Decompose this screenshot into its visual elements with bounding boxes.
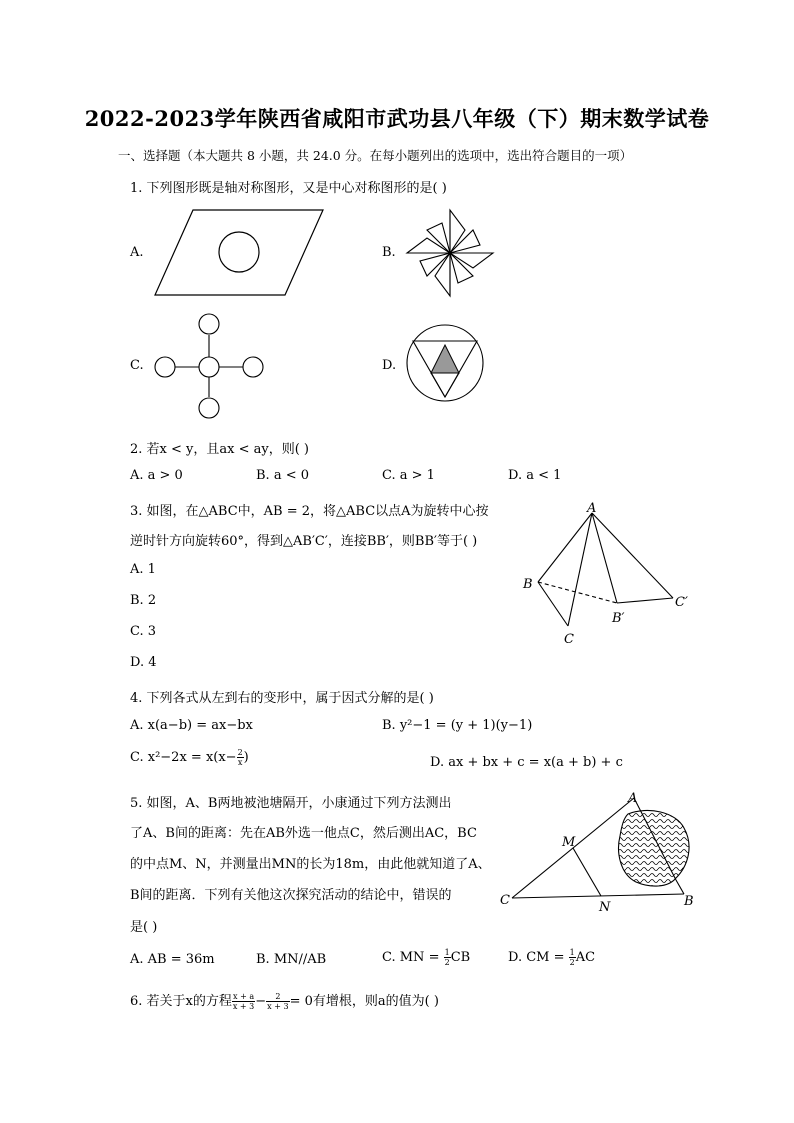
fig5-label-c: C [500,893,510,908]
q5-line1: 5. 如图，A、B两地被池塘隔开，小康通过下列方法测出 [130,796,452,811]
q4-frac-num: 2 [237,748,243,757]
q6-fraction-2 [266,992,289,1011]
q6-stem-post: = 0有增根，则a的值为( ) [289,994,439,1009]
q1-label-d: D. [382,358,397,373]
q6-stem [130,990,439,1011]
rotation-triangle-figure [520,498,700,648]
q6-minus: − [255,994,267,1009]
q5-option-c [382,948,470,967]
fig3-label-c: C [564,632,574,647]
q5-option-d [508,948,595,967]
q5-line4: B间的距离．下列有关他这次探究活动的结论中，错误的 [130,888,452,903]
q4-option-b: B. y²−1 = (y + 1)(y−1) [382,718,533,733]
q3-option-a: A. 1 [130,562,156,577]
q5-option-d-tail: AC [575,950,596,965]
q5-line5: 是( ) [130,920,158,935]
q1-label-c: C. [130,358,144,373]
circle-triangles-figure [405,323,485,403]
fig5-label-b: B [684,894,694,909]
parallelogram-circle-figure [155,208,325,298]
q5-option-a: A. AB = 36m [130,952,215,967]
q3-option-d: D. 4 [130,655,157,670]
q5-c-frac-den: 2 [444,958,450,967]
q6-f1-num: x + a [233,992,255,1001]
q4-option-d: D. ax + bx + c = x(a + b) + c [430,755,623,770]
q3-line1: 3. 如图，在△ABC中，AB = 2，将△ABC以点A为旋转中心按 [130,504,489,519]
q5-line2: 了A、B间的距离：先在AB外选一他点C，然后测出AC，BC [130,826,477,841]
q5-option-d-fraction [569,948,576,967]
four-circles-figure [150,312,270,422]
q2-option-c: C. a > 1 [382,468,435,483]
q3-line2: 逆时针方向旋转60°，得到△AB′C′，连接BB′，则BB′等于( ) [130,534,478,549]
pond-triangle-figure [498,788,698,916]
q4-frac-den: x [237,758,243,767]
section-header: 一、选择题（本大题共 8 小题，共 24.0 分。在每小题列出的选项中，选出符合题目的一项） [118,148,633,163]
q1-label-a: A. [130,245,144,260]
q6-f1-den: x + 3 [232,1002,255,1011]
fig5-label-a: A [628,791,638,806]
q3-option-b: B. 2 [130,593,157,608]
pinwheel-figure [405,208,495,298]
q2-option-d: D. a < 1 [508,468,562,483]
q2-option-b: B. a < 0 [256,468,309,483]
q5-d-frac-den: 2 [569,958,575,967]
q4-stem: 4. 下列各式从左到右的变形中，属于因式分解的是( ) [130,691,434,706]
q1-label-b: B. [382,245,396,260]
q3-option-c: C. 3 [130,624,157,639]
q4-option-c [130,748,249,767]
q5-option-c-text: C. MN = [382,950,440,965]
q5-option-d-text: D. CM = [508,950,565,965]
fig3-label-b: B [523,577,533,592]
fig5-label-n: N [599,900,611,915]
fig3-label-c-prime: C′ [675,595,688,610]
q4-option-c-text: C. x²−2x = x(x− [130,750,237,765]
q1-stem: 1. 下列图形既是轴对称图形，又是中心对称图形的是( ) [130,181,447,196]
q5-d-frac-num: 1 [569,948,575,957]
fig5-label-m: M [562,835,576,850]
q2-stem: 2. 若x < y，且ax < ay，则( ) [130,442,309,457]
q2-option-a: A. a > 0 [130,468,183,483]
q4-option-a: A. x(a−b) = ax−bx [130,718,253,733]
q5-line3: 的中点M、N，并测量出MN的长为18m，由此他就知道了A、 [130,857,491,872]
q6-f2-den: x + 3 [267,1002,289,1011]
q6-stem-pre: 6. 若关于x的方程 [130,994,232,1009]
q5-c-frac-num: 1 [444,948,450,957]
q5-option-b: B. MN//AB [256,952,327,967]
q4-option-c-close: ) [243,750,249,765]
q6-f2-num: 2 [266,992,289,1002]
q4-option-c-fraction [237,748,244,767]
fig3-label-b-prime: B′ [612,611,625,626]
fig3-label-a: A [587,501,597,516]
page-title: 2022-2023学年陕西省咸阳市武功县八年级（下）期末数学试卷 [84,106,710,131]
q5-option-c-fraction [444,948,451,967]
q5-option-c-tail: CB [450,950,471,965]
q6-fraction-1 [232,992,255,1011]
